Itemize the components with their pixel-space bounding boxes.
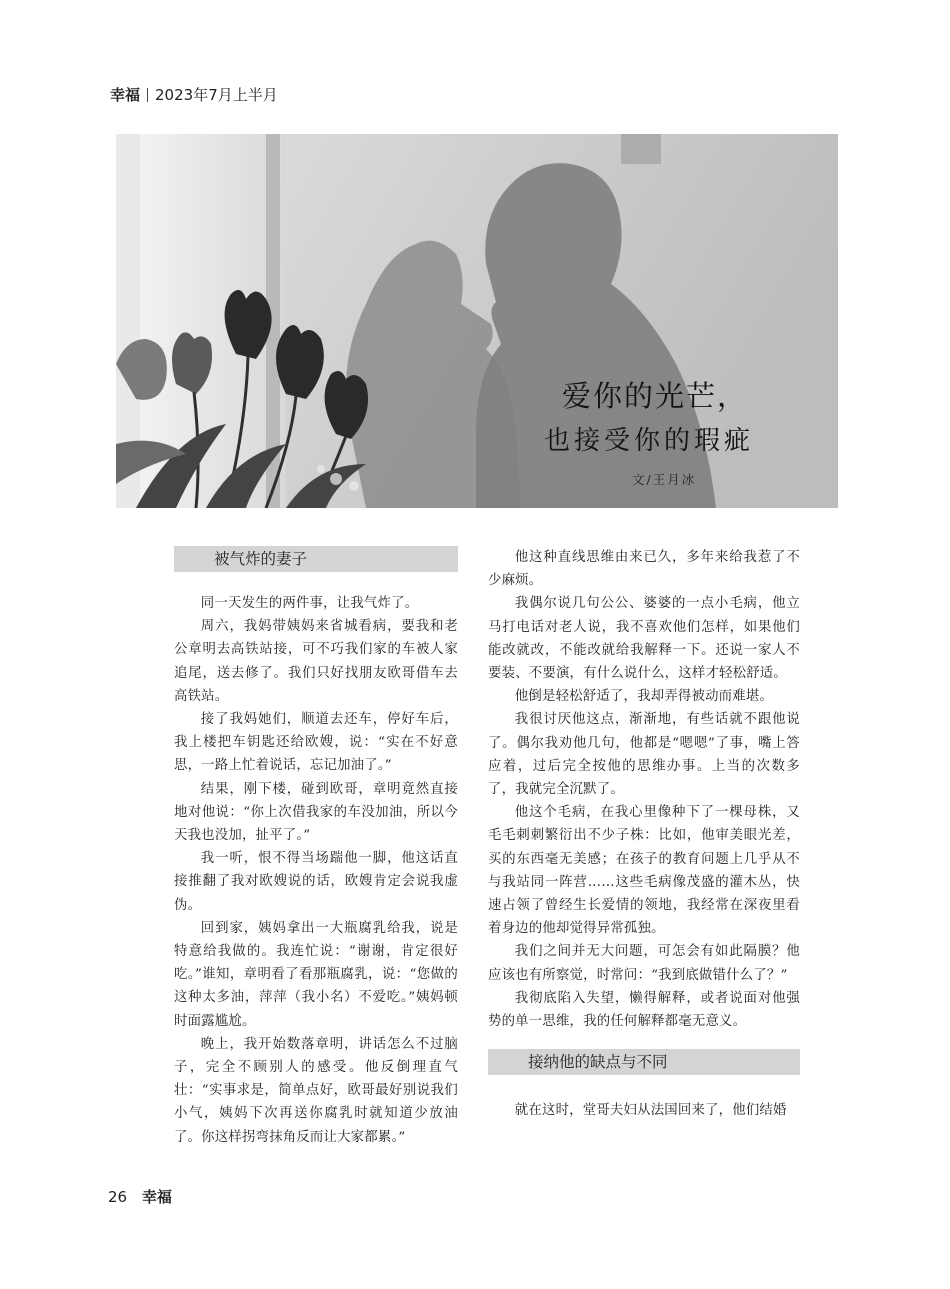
paragraph: 同一天发生的两件事，让我气炸了。 <box>200 596 419 611</box>
paragraph: 我很讨厌他这点，渐渐地，有些话就不跟他说了。偶尔我劝他几句，他都是“嗯嗯”了事，嘴上答应着，过后完全按他的思维办事。上当的次数多了，我就完全沉默了。 <box>488 712 800 798</box>
hero-photo <box>116 134 838 508</box>
paragraph: 周六，我妈带姨妈来省城看病，要我和老公章明去高铁站接，可不巧我们家的车被人家追尾，送去修了。我们只好找朋友欧哥借车去高铁站。 <box>174 619 458 704</box>
article-byline: 文/王月冰 <box>632 472 697 487</box>
article-title-line2: 也接受你的瑕疵 <box>544 426 755 456</box>
header-divider <box>147 88 148 102</box>
paragraph: 接了我妈她们，顺道去还车，停好车后，我上楼把车钥匙还给欧嫂，说：“实在不好意思，一路上忙着说话，忘记加油了。” <box>174 712 458 774</box>
paragraph: 我一听，恨不得当场踹他一脚，他这话直接推翻了我对欧嫂说的话，欧嫂肯定会说我虚伪。 <box>174 851 458 913</box>
paragraph: 我偶尔说几句公公、婆婆的一点小毛病，他立马打电话对老人说，我不喜欢他们怎样，如果他们能改就改，不能改就给我解释一下。还说一家人不要装、不要演，有什么说什么，这样才轻松舒适。 <box>488 596 800 682</box>
header-issue-date: 2023年7月上半月 <box>155 86 278 104</box>
section-heading-1: 被气炸的妻子 <box>174 546 458 572</box>
paragraph: 就在这时，堂哥夫妇从法国回来了，他们结婚 <box>514 1103 787 1119</box>
paragraph: 我彻底陷入失望，懒得解释，或者说面对他强势的单一思维，我的任何解释都毫无意义。 <box>488 990 800 1030</box>
paragraph: 结果，刚下楼，碰到欧哥，章明竟然直接地对他说：“你上次借我家的车没加油，所以今天我也没加，扯平了。” <box>174 781 458 844</box>
section-heading-2: 接纳他的缺点与不同 <box>488 1049 800 1075</box>
page-footer <box>108 1186 172 1207</box>
running-header <box>110 84 278 105</box>
header-magazine-name: 幸福 <box>110 86 141 104</box>
article-title-line1: 爱你的光芒， <box>562 379 749 413</box>
paragraph: 他倒是轻松舒适了，我却弄得被动而难堪。 <box>514 689 774 705</box>
paragraph: 他这个毛病，在我心里像种下了一棵母株，又毛毛刺刺繁衍出不少子株：比如，他审美眼光差，买的东西毫无美感；在孩子的教育问题上几乎从不与我站同一阵营……这些毛病像茂盛的灌木丛，快速占领了曾经生长爱情的领地，我经常在深夜里看着身边的他却觉得异常孤独。 <box>488 805 800 937</box>
paragraph: 回到家，姨妈拿出一大瓶腐乳给我，说是特意给我做的。我连忙说：“谢谢，肯定很好吃。”谁知，章明看了看那瓶腐乳，说：“您做的这种太多油，萍萍（我小名）不爱吃。”姨妈顿时面露尴尬。 <box>174 920 458 1029</box>
paragraph: 晚上，我开始数落章明，讲话怎么不过脑子，完全不顾别人的感受。他反倒理直气壮：“实事求是，简单点好，欧哥最好别说我们小气，姨妈下次再送你腐乳时就知道少放油了。你这样拐弯抹角反而让大家都累。” <box>174 1036 458 1145</box>
right-column <box>488 546 800 1122</box>
page-number: 26 <box>108 1188 128 1206</box>
paragraph: 他这种直线思维由来已久，多年来给我惹了不少麻烦。 <box>488 550 800 589</box>
left-column <box>174 546 458 1149</box>
footer-magazine-name: 幸福 <box>141 1188 172 1206</box>
paragraph: 我们之间并无大问题，可怎会有如此隔膜？他应该也有所察觉，时常问：“我到底做错什么了？” <box>488 944 800 983</box>
